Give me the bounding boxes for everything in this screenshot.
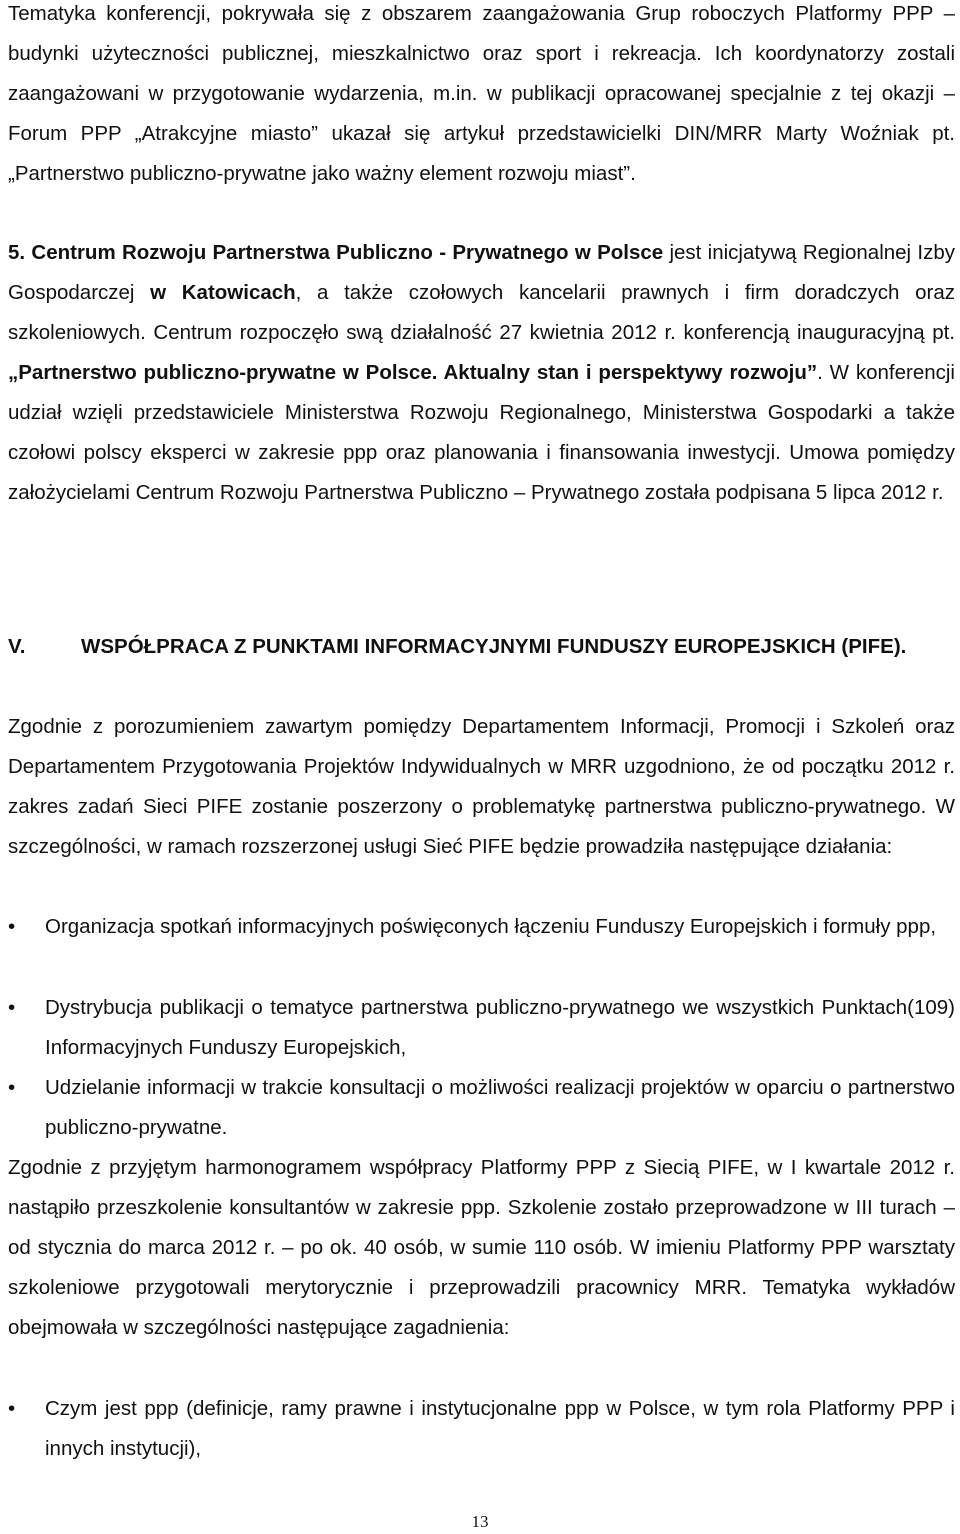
bullet-icon: • bbox=[8, 996, 16, 1019]
training-paragraph: Zgodnie z przyjętym harmonogramem współpracy Platformy PPP z Siecią PIFE, w I kwartale 2012 r. nastąpiło przeszkolenie konsultantów w zakresie ppp. Szkolenie zostało przeprowadzone w III turach – od stycznia do marca 2012 r. – po ok. 40 osób, w sumie 110 osób. W imieniu Platformy PPP warsztaty szkoleniowe przygotowali merytorycznie i przeprowadzili pracownicy MRR. Tematyka wykładów obejmowała w szczególności następujące zagadnienia: bbox=[8, 1156, 955, 1339]
point-5-text-3: . W konferencji udział wzięli przedstawiciele Ministerstwa Rozwoju Regionalnego, Ministerstwa Gospodarki a także czołowi polscy eksperci w zakresie ppp oraz planowania i finansowania inwestycji. Umowa pomiędzy założycielami Centrum Rozwoju Partnerstwa Publiczno – Prywatnego została podpisana 5 lipca 2012 r. bbox=[8, 361, 955, 504]
bullet-icon: • bbox=[8, 1076, 16, 1099]
intro-paragraph: Tematyka konferencji, pokrywała się z obszarem zaangażowania Grup roboczych Platformy PPP – budynki użyteczności publicznej, mieszkalnictwo oraz sport i rekreacja. Ich koordynatorzy zostali zaangażowani w przygotowanie wydarzenia, m.in. w publikacji opracowanej specjalnie z tej okazji – Forum PPP „Atrakcyjne miasto” ukazał się artykuł przedstawicielki DIN/MRR Marty Woźniak pt. „Partnerstwo publiczno-prywatne jako ważny element rozwoju miast”. bbox=[8, 2, 955, 185]
section-title: WSPÓŁPRACA Z PUNKTAMI INFORMACYJNYMI FUNDUSZY EUROPEJSKICH (PIFE). bbox=[81, 635, 907, 658]
pife-paragraph: Zgodnie z porozumieniem zawartym pomiędzy Departamentem Informacji, Promocji i Szkoleń oraz Departamentem Przygotowania Projektów Indywidualnych w MRR uzgodniono, że od początku 2012 r. zakres zadań Sieci PIFE zostanie poszerzony o problematykę partnerstwa publiczno-prywatnego. W szczególności, w ramach rozszerzonej usługi Sieć PIFE będzie prowadziła następujące działania: bbox=[8, 715, 955, 858]
list-item-text: Dystrybucja publikacji o tematyce partnerstwa publiczno-prywatnego we wszystkich Punktach(109) Informacyjnych Funduszy Europejskich, bbox=[45, 996, 955, 1059]
bullet-icon: • bbox=[8, 915, 16, 938]
section-number: V. bbox=[8, 635, 26, 658]
list-item-text: Organizacja spotkań informacyjnych poświęconych łączeniu Funduszy Europejskich i formuły ppp, bbox=[45, 915, 937, 938]
point-5-katowice: w Katowicach bbox=[150, 281, 296, 304]
point-5-lead: 5. Centrum Rozwoju Partnerstwa Publiczno - Prywatnego w Polsce bbox=[8, 241, 664, 264]
bullet-icon: • bbox=[8, 1397, 16, 1420]
point-5-text-1: jest inicjatywą Regionalnej Izby Gospodarczej bbox=[8, 241, 955, 304]
point-5-paragraph bbox=[8, 233, 955, 513]
page-number: 13 bbox=[471, 1512, 489, 1531]
point-5-text-2: , a także czołowych kancelarii prawnych i firm doradczych oraz szkoleniowych. Centrum rozpoczęło swą działalność 27 kwietnia 2012 r. konferencją inauguracyjną pt. bbox=[8, 281, 955, 344]
list-item-text: Czym jest ppp (definicje, ramy prawne i instytucjonalne ppp w Polsce, w tym rola Platformy PPP i innych instytucji), bbox=[45, 1397, 955, 1460]
list-item-text: Udzielanie informacji w trakcie konsultacji o możliwości realizacji projektów w oparciu o partnerstwo publiczno-prywatne. bbox=[45, 1076, 955, 1139]
point-5-conference-title: „Partnerstwo publiczno-prywatne w Polsce. Aktualny stan i perspektywy rozwoju” bbox=[8, 361, 818, 384]
